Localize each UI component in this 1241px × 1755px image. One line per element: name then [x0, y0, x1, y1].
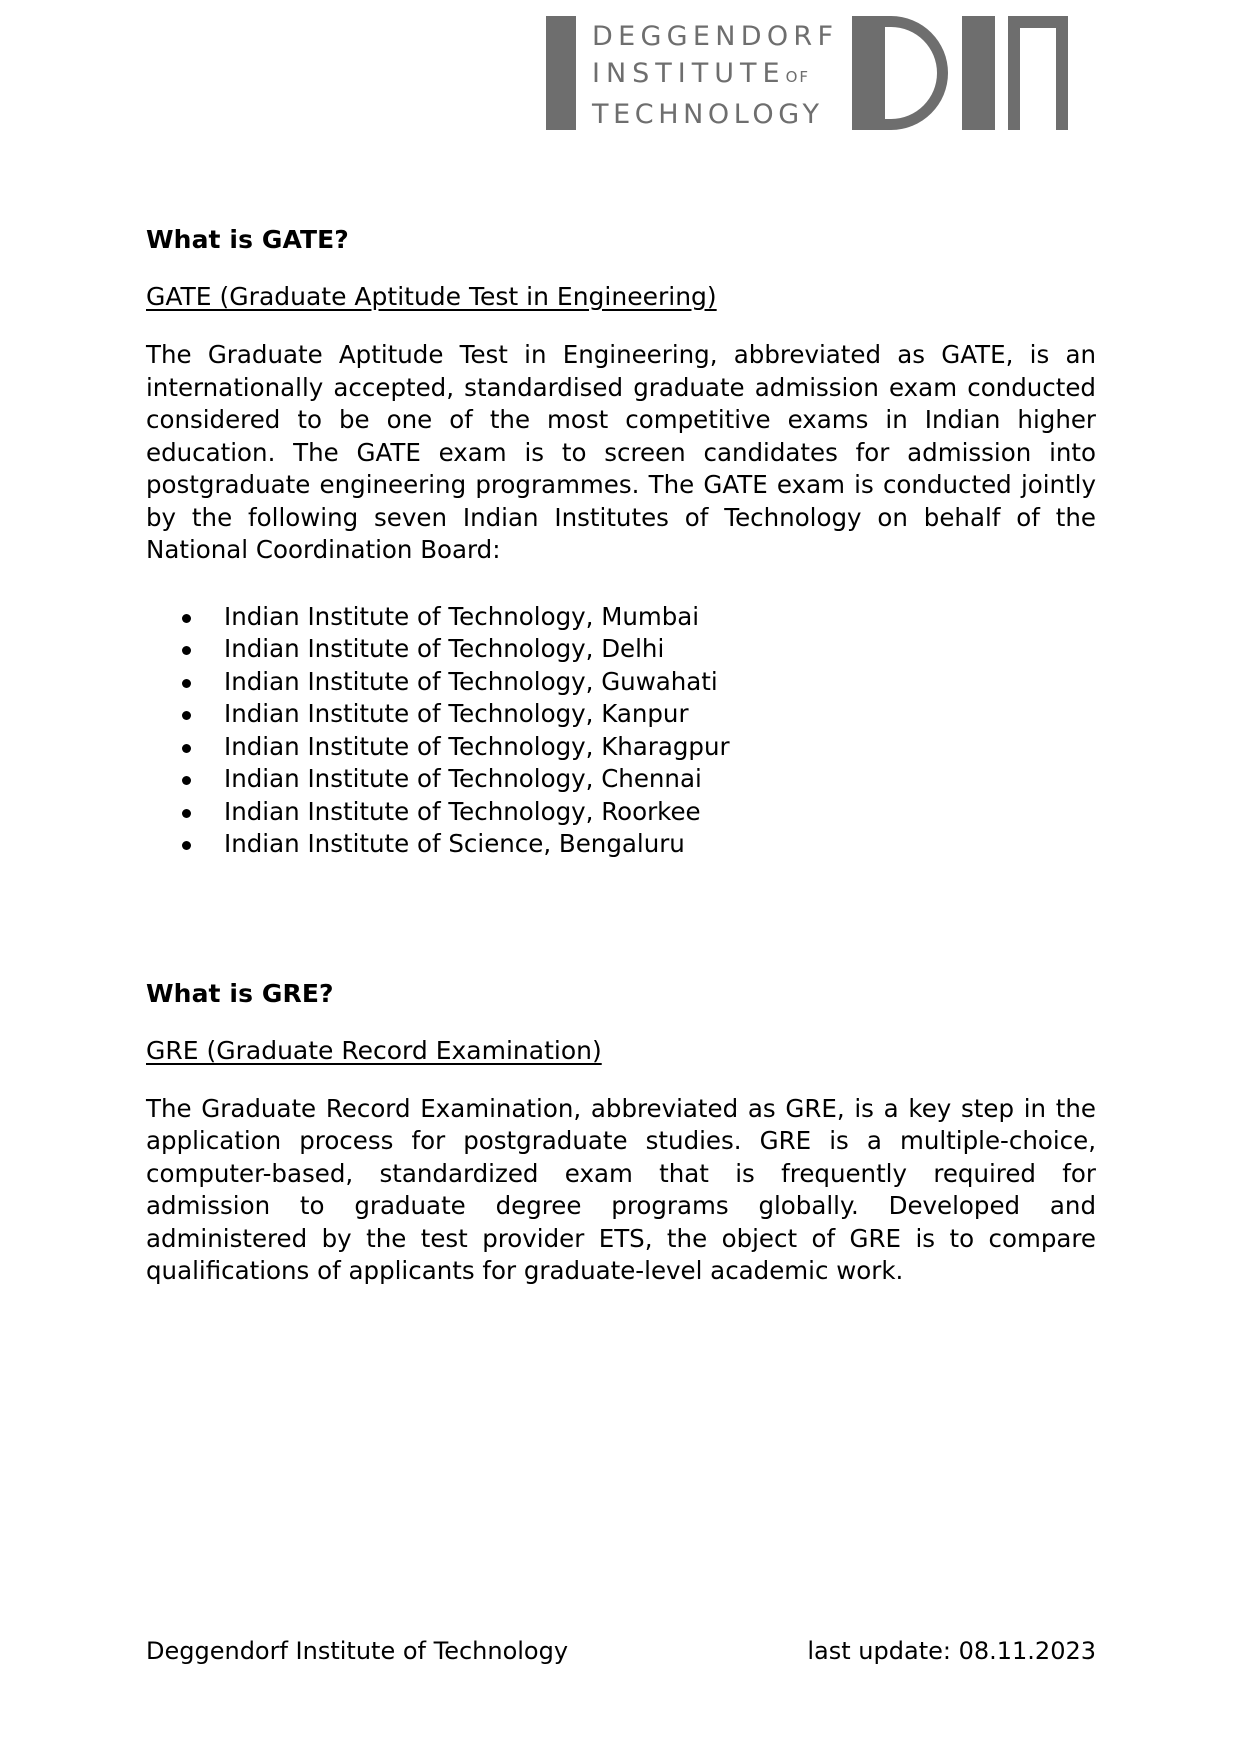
bullet-icon	[182, 711, 191, 720]
bullet-icon	[182, 679, 191, 688]
list-item	[146, 763, 1096, 796]
monogram-d-stem	[852, 16, 885, 130]
list-item	[146, 828, 1096, 861]
document-footer	[146, 1636, 1096, 1666]
footer-institution-name: Deggendorf Institute of Technology	[146, 1637, 569, 1665]
list-item-label: Indian Institute of Technology, Roorkee	[224, 796, 701, 826]
section-gate	[146, 225, 1096, 861]
logo-line-institute-of	[592, 55, 838, 96]
heading-what-is-gre: What is GRE?	[146, 978, 334, 1008]
logo-text-of: OF	[785, 68, 810, 86]
subtitle-gate: GATE (Graduate Aptitude Test in Engineering)	[146, 282, 717, 311]
footer-last-update: last update: 08.11.2023	[807, 1637, 1096, 1665]
list-item	[146, 666, 1096, 699]
logo-wordmark	[592, 16, 838, 132]
subtitle-gre: GRE (Graduate Record Examination)	[146, 1035, 602, 1065]
list-item-label: Indian Institute of Technology, Chennai	[224, 764, 702, 793]
logo-line-deggendorf: DEGGENDORF	[592, 21, 839, 52]
list-item	[146, 731, 1096, 764]
bullet-icon	[182, 841, 191, 850]
logo-line-technology: TECHNOLOGY	[592, 99, 824, 130]
subtitle-gate-wrapper	[146, 281, 1096, 339]
list-item	[146, 698, 1096, 731]
list-gate-institutes	[146, 601, 1096, 861]
bullet-icon	[182, 744, 191, 753]
list-item-label: Indian Institute of Technology, Kharagpur	[224, 731, 730, 761]
logo-text-institute: INSTITUTE	[592, 58, 786, 89]
list-item-label: Indian Institute of Science, Bengaluru	[224, 829, 685, 858]
monogram-t-right-stem	[1056, 16, 1068, 130]
monogram-i	[962, 16, 995, 130]
bullet-icon	[182, 614, 191, 623]
paragraph-gate: The Graduate Aptitude Test in Engineering, abbreviated as GATE, is an internationally accepted, standardised graduate admission exam conducted considered to be one of the most competitive exams in Indian higher education. The GATE exam is to screen candidates for admission into postgraduate engineering programmes. The GATE exam is conducted jointly by the following seven Indian Institutes of Technology on behalf of the National Coordination Board:	[146, 340, 1096, 564]
bullet-icon	[182, 809, 191, 818]
list-item	[146, 796, 1096, 829]
monogram-d-bowl	[885, 16, 948, 130]
dit-logo	[546, 16, 1068, 136]
list-item	[146, 633, 1096, 666]
document-body	[146, 225, 1096, 1288]
logo-accent-bar	[546, 16, 576, 130]
bullet-icon	[182, 646, 191, 655]
subtitle-gre-wrapper	[146, 1035, 1096, 1093]
list-item-label: Indian Institute of Technology, Delhi	[224, 634, 665, 663]
section-spacer	[146, 861, 1096, 979]
section-gre	[146, 979, 1096, 1288]
heading-what-is-gate: What is GATE?	[146, 225, 349, 254]
list-item	[146, 601, 1096, 634]
paragraph-gre: The Graduate Record Examination, abbreviated as GRE, is a key step in the application process for postgraduate studies. GRE is a multiple-choice, computer-based, standardized exam that is frequently required for admission to graduate degree programs globally. Developed and administered by the test provider ETS, the object of GRE is to compare qualifications of applicants for graduate-level academic work.	[146, 1093, 1096, 1285]
document-header	[0, 8, 1241, 143]
list-item-label: Indian Institute of Technology, Guwahati	[224, 666, 718, 696]
list-item-label: Indian Institute of Technology, Kanpur	[224, 699, 689, 728]
dit-monogram-icon	[852, 16, 1068, 130]
monogram-t-stem	[1008, 16, 1020, 130]
bullet-icon	[182, 776, 191, 785]
list-item-label: Indian Institute of Technology, Mumbai	[224, 601, 700, 631]
